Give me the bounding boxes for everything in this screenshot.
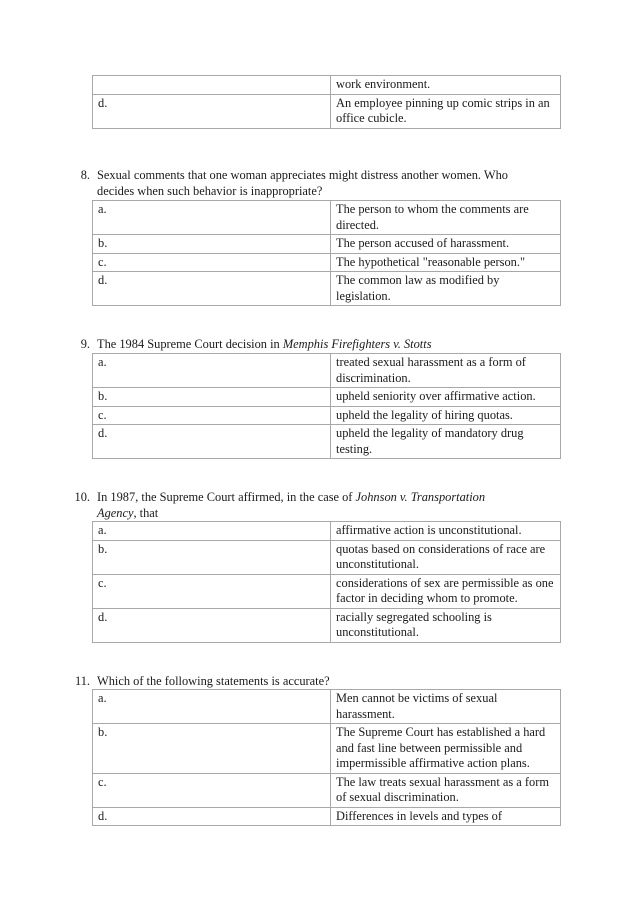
question-text: Which of the following statements is accurate? (97, 674, 330, 688)
option-letter: b. (93, 388, 331, 407)
question-number: 10. (74, 490, 90, 504)
option-text: The hypothetical "reasonable person." (331, 253, 561, 272)
option-text: upheld the legality of mandatory drug testing. (331, 425, 561, 459)
question-number: 8. (80, 168, 90, 182)
table-row (93, 272, 561, 306)
option-letter (93, 76, 331, 95)
option-text: An employee pinning up comic strips in an office cubicle. (331, 94, 561, 128)
table-row (93, 807, 561, 826)
question-number: 9. (80, 337, 90, 351)
option-letter: c. (93, 406, 331, 425)
table-row (93, 773, 561, 807)
option-letter: b. (93, 235, 331, 254)
table-row (93, 724, 561, 774)
top-options-table (92, 75, 561, 129)
option-letter: d. (93, 425, 331, 459)
option-letter: c. (93, 253, 331, 272)
option-letter: a. (93, 690, 331, 724)
table-row (93, 574, 561, 608)
option-letter: a. (93, 201, 331, 235)
question-text (97, 337, 527, 353)
question-number: 11. (74, 674, 90, 688)
question-10-options-table (92, 521, 561, 643)
table-row (93, 76, 561, 95)
option-text: The Supreme Court has established a hard and fast line between permissible and impermissible affirmative action plans. (331, 724, 561, 774)
question-text-part: , that (133, 505, 159, 520)
option-letter: a. (93, 522, 331, 541)
case-name: Memphis Firefighters v. Stotts (282, 337, 432, 351)
option-text: The person to whom the comments are directed. (331, 201, 561, 235)
option-letter: c. (93, 773, 331, 807)
option-letter: b. (93, 540, 331, 574)
option-text: upheld seniority over affirmative action. (331, 388, 561, 407)
table-row (93, 690, 561, 724)
table-row (93, 253, 561, 272)
option-letter: b. (93, 724, 331, 774)
option-text: quotas based on considerations of race are unconstitutional. (331, 540, 561, 574)
question-text (97, 490, 527, 521)
question-9-options-table (92, 353, 561, 459)
option-letter: c. (93, 574, 331, 608)
question-11-options-table (92, 689, 561, 826)
option-text: treated sexual harassment as a form of discrimination. (331, 354, 561, 388)
table-row (93, 388, 561, 407)
case-name: Johnson v. Transportation Agency (97, 490, 486, 520)
question-8-options-table (92, 200, 561, 306)
option-text: The law treats sexual harassment as a form of sexual discrimination. (331, 773, 561, 807)
option-letter: a. (93, 354, 331, 388)
table-row (93, 406, 561, 425)
option-text: affirmative action is unconstitutional. (331, 522, 561, 541)
question-text: Sexual comments that one woman appreciates might distress another women. Who decides when such behavior is inappropriate? (97, 168, 508, 198)
option-text: Men cannot be victims of sexual harassment. (331, 690, 561, 724)
question-text-part: In 1987, the Supreme Court affirmed, in the case of (97, 490, 356, 504)
option-letter: d. (93, 272, 331, 306)
option-text: The common law as modified by legislation. (331, 272, 561, 306)
option-text: The person accused of harassment. (331, 235, 561, 254)
option-text: Differences in levels and types of (331, 807, 561, 826)
option-text: racially segregated schooling is unconstitutional. (331, 608, 561, 642)
table-row (93, 235, 561, 254)
option-letter: d. (93, 608, 331, 642)
table-row (93, 354, 561, 388)
question-text-part: The 1984 Supreme Court decision in (97, 337, 283, 351)
option-letter: d. (93, 94, 331, 128)
table-row (93, 94, 561, 128)
table-row (93, 608, 561, 642)
option-text: upheld the legality of hiring quotas. (331, 406, 561, 425)
table-row (93, 425, 561, 459)
option-text: considerations of sex are permissible as one factor in deciding whom to promote. (331, 574, 561, 608)
table-row (93, 522, 561, 541)
table-row (93, 540, 561, 574)
option-letter: d. (93, 807, 331, 826)
option-text: work environment. (331, 76, 561, 95)
table-row (93, 201, 561, 235)
